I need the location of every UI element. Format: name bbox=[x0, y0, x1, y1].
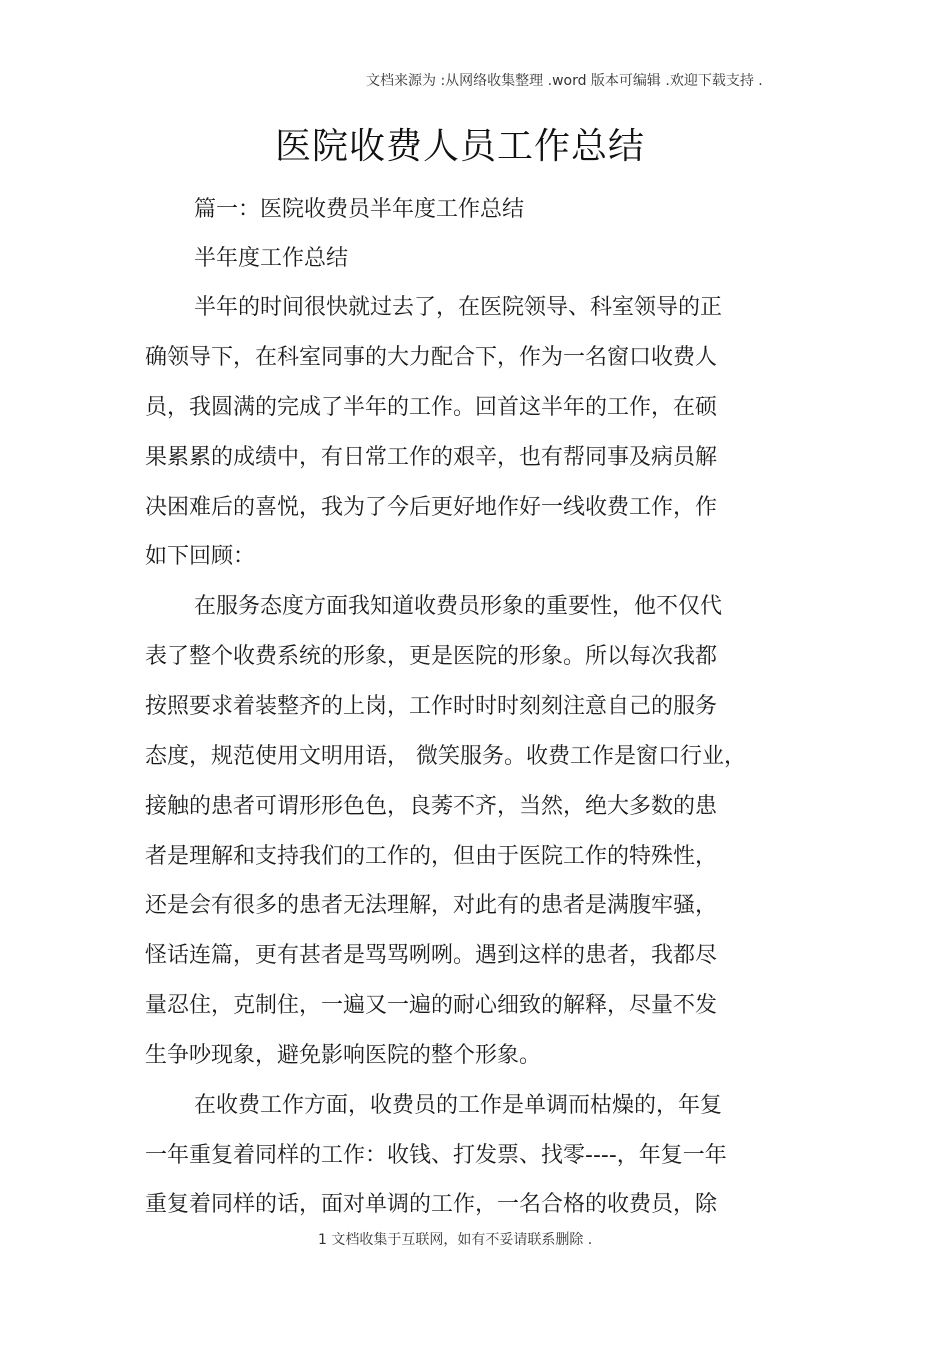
paragraph-line: 表了整个收费系统的形象，更是医院的形象。所以每次我都 bbox=[145, 644, 718, 669]
paragraph-line: 生争吵现象，避免影响医院的整个形象。 bbox=[145, 1043, 542, 1068]
paragraph-line: 如下回顾： bbox=[145, 544, 256, 569]
section-heading: 篇一：医院收费员半年度工作总结 bbox=[194, 197, 525, 222]
paragraph-line: 果累累的成绩中，有日常工作的艰辛，也有帮同事及病员解 bbox=[145, 445, 718, 470]
paragraph-line: 还是会有很多的患者无法理解，对此有的患者是满腹牢骚， bbox=[145, 893, 718, 918]
subheading: 半年度工作总结 bbox=[194, 246, 349, 271]
header-note: 文档来源为 :从网络收集整理 .word 版本可编辑 .欢迎下载支持 . bbox=[366, 73, 763, 89]
paragraph-line: 按照要求着装整齐的上岗，工作时时时刻刻注意自己的服务 bbox=[145, 694, 718, 719]
paragraph-line: 一年重复着同样的工作：收钱、打发票、找零----，年复一年 bbox=[145, 1143, 727, 1168]
paragraph-line: 重复着同样的话，面对单调的工作，一名合格的收费员，除 bbox=[145, 1192, 718, 1217]
document-title: 医院收费人员工作总结 bbox=[274, 126, 645, 167]
footer-note: 1 文档收集于互联网，如有不妥请联系删除 . bbox=[318, 1232, 593, 1248]
paragraph-line: 接触的患者可谓形形色色，良莠不齐，当然，绝大多数的患 bbox=[145, 794, 718, 819]
paragraph-line: 员，我圆满的完成了半年的工作。回首这半年的工作，在硕 bbox=[145, 395, 718, 420]
paragraph-line: 者是理解和支持我们的工作的，但由于医院工作的特殊性， bbox=[145, 844, 718, 869]
paragraph-line: 决困难后的喜悦，我为了今后更好地作好一线收费工作，作 bbox=[145, 495, 718, 520]
paragraph-line: 量忍住，克制住，一遍又一遍的耐心细致的解释，尽量不发 bbox=[145, 993, 718, 1018]
paragraph-line: 在服务态度方面我知道收费员形象的重要性，他不仅代 bbox=[194, 594, 723, 619]
paragraph-line: 在收费工作方面，收费员的工作是单调而枯燥的，年复 bbox=[194, 1093, 723, 1118]
paragraph-line: 确领导下，在科室同事的大力配合下，作为一名窗口收费人 bbox=[145, 345, 718, 370]
paragraph-line: 怪话连篇，更有甚者是骂骂咧咧。遇到这样的患者，我都尽 bbox=[145, 943, 718, 968]
paragraph-line: 态度，规范使用文明用语， 微笑服务。收费工作是窗口行业， bbox=[145, 744, 746, 769]
paragraph-line: 半年的时间很快就过去了，在医院领导、科室领导的正 bbox=[194, 295, 723, 320]
